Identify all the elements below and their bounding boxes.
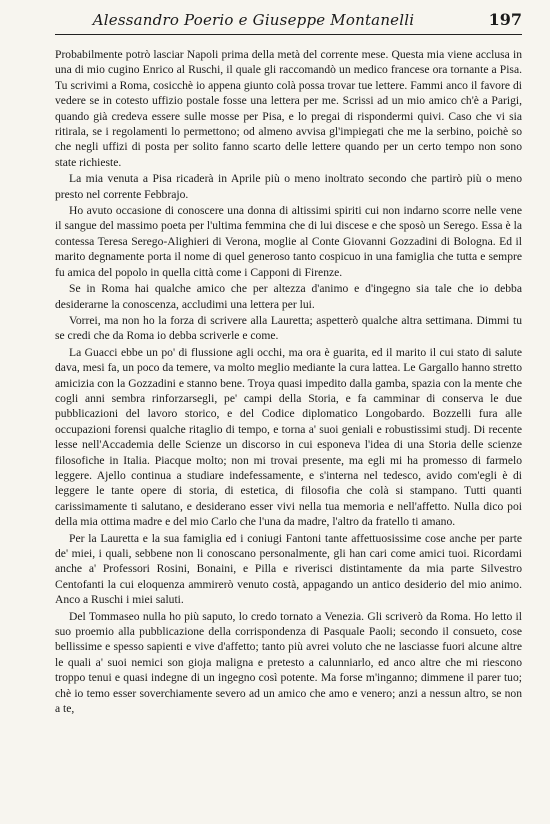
paragraph-1: Probabilmente potrò lasciar Napoli prima della metà del corrente mese. Questa mia viene acclusa in una di mio cugino Enrico al Ruschi, il quale gli raccomandò un medico francese ora tornante a Pisa. Tu scrivimi a Roma, cosicchè io appena giunto colà possa trovar tue lettere. Fammi anco il favore di vedere se in cotesto uffizio postale fosse una lettera per me. Scrissi ad un mio amico ch'è a Parigi, quando già credeva essere sulle mosse per Pisa, e lo pregai di rispondermi quivi. Caso che vi sia ritirala, se i regolamenti lo permettono; od almeno avvisa gl'impiegati che me la serbino, poichè so che negli uffizi di posta per solito fanno scarto delle lettere quando per un certo tempo non sono state richieste. — [55, 48, 522, 169]
page-number: 197 — [488, 10, 522, 29]
paragraph-5: Vorrei, ma non ho la forza di scrivere alla Lauretta; aspetterò qualche altra settimana. Dimmi tu se credi che da Roma io debba scriverle e come. — [55, 313, 522, 343]
paragraph-7: Per la Lauretta e la sua famiglia ed i coniugi Fantoni tante affettuosissime cose anche per parte de' miei, i quali, sebbene non li conoscano personalmente, gli han cari come amici tuoi. Ricordami anche a' Professori Rosini, Bonaini, e Pilla e riverisci distintamente da mia parte Silvestro Centofanti la cui eloquenza ammirerò venuto costà, appagando un antico desiderio del mio animo. Anco a Ruschi i miei saluti. — [55, 531, 522, 607]
running-title: Alessandro Poerio e Giuseppe Montanelli — [92, 11, 415, 29]
paragraph-3: Ho avuto occasione di conoscere una donna di altissimi spiriti cui non indarno scorre nelle vene il sangue del massimo poeta per l'ultima femmina che di lui discese e che sposò un Serego. Essa è la contessa Teresa Serego-Alighieri di Verona, moglie al Conte Giovanni Gozzadini di Bologna. Ed il marito degnamente porta il nome di quel generoso tanto cospicuo in una famiglia che tutta e sempre fu amica del popolo in quella città come i Capponi di Firenze. — [55, 204, 522, 279]
page-header — [55, 8, 522, 35]
paragraph-2: La mia venuta a Pisa ricaderà in Aprile più o meno inoltrato secondo che partirò più o meno presto nel corrente Febbrajo. — [55, 172, 522, 201]
paragraph-4: Se in Roma hai qualche amico che per altezza d'animo e d'ingegno sia tale che io debba desiderarne la conoscenza, accludimi una lettera per lui. — [55, 282, 522, 311]
paragraph-6: La Guacci ebbe un po' di flussione agli occhi, ma ora è guarita, ed il marito il cui stato di salute dava, mesi fa, un poco da temere, va molto meglio mediante la cura lattea. Le Gargallo hanno stretto amicizia con la Gozzadini e stanno bene. Troya quasi impedito dalla gamba, spazia con la mente che cogli anni sembra rinforzarsegli, pe' campi della Storia, e fa camminar di conserva le due pubblicazioni del lavoro storico, e del Codice diplomatico Longobardo. Bozzelli fura alle occupazioni forensi qualche ritaglio di tempo, e torna a' suoi geniali e robustissimi studj. Di recente lesse nell'Accademia delle Scienze un discorso in cui esponeva l'idea di una Storia delle scienze filosofiche in Italia. Piacque molto; non mi trovai presente, ma egli mi ha promesso di farmelo leggere. Ajello continua a studiare indefessamente, e s'interna nel tedesco, avido com'egli è di leggere le tante opere di storia, di estetica, di filosofia che colà si stampano. Tutti quanti carissimamente ti salutano, e desiderano esser vivi nella tua memoria e nell'affetto. Nulla dico poi della mia ottima madre e del mio Carlo che l'una da madre, l'altro da fratello ti amano. — [55, 345, 522, 529]
paragraph-8: Del Tommaseo nulla ho più saputo, lo credo tornato a Venezia. Gli scriverò da Roma. Ho letto il suo proemio alla pubblicazione della corrispondenza di Pasquale Paoli; secondo il consueto, cose bellissime e spesso sapienti e vive d'affetto; tanto più avrei voluto che ne lasciasse fuori alcune altre le quali a' suoi nemici son gioja maligna e pretesto a calunniarlo, ed anco altre che mi riescono troppo tenui e quasi indegne di un ingegno così potente. Ma forse m'inganno; dimmene il parer tuo; chè io temo esser soverchiamente severo ad un amico che amo e venero; anzi a nessun altro, se non a te, — [55, 609, 522, 716]
body-text — [55, 47, 522, 716]
